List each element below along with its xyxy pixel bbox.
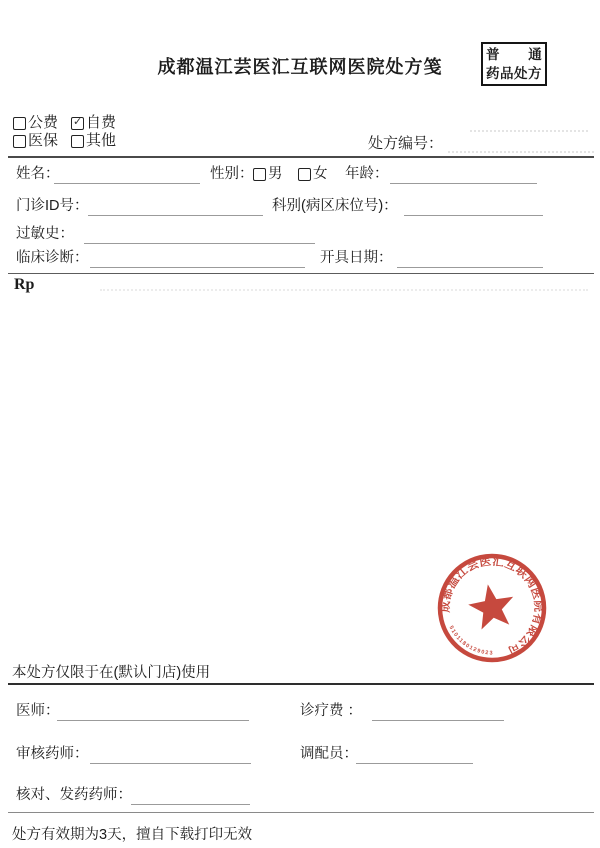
divider — [8, 273, 594, 274]
issue-date-field-line — [397, 267, 543, 268]
checkbox-medical-insurance — [13, 135, 26, 148]
age-label: 年龄： — [345, 166, 389, 182]
checkbox-female — [298, 168, 311, 181]
company-seal — [434, 550, 550, 666]
age-field-line — [390, 183, 537, 184]
artifact-line — [470, 130, 588, 132]
treatment-fee-label: 诊疗费 ： — [300, 703, 363, 719]
divider — [8, 812, 594, 813]
allergy-label: 过敏史： — [16, 226, 74, 242]
prescription-no-line — [448, 151, 594, 153]
outpatient-id-field-line — [88, 215, 263, 216]
department-field-line — [404, 215, 543, 216]
review-pharmacist-label: 审核药师： — [16, 746, 89, 762]
checkbox-self-pay — [71, 117, 84, 130]
allergy-field-line — [84, 243, 315, 244]
label-male: 男 — [268, 166, 283, 182]
seal-company-text: 成都温江芸医汇互联网医院有限公司 — [439, 555, 545, 657]
physician-label: 医师： — [16, 703, 60, 719]
review-pharmacist-field-line — [90, 763, 251, 764]
diagnosis-label: 临床诊断： — [16, 250, 89, 266]
treatment-fee-field-line — [372, 720, 504, 721]
label-female: 女 — [313, 166, 328, 182]
rp-label: Rp — [14, 276, 35, 293]
validity-note: 处方有效期为3天，擅自下载打印无效 — [12, 827, 253, 843]
checkbox-male — [253, 168, 266, 181]
usage-note: 本处方仅限于在(默认门店)使用 — [12, 665, 211, 681]
rx-type-stamp-box — [481, 42, 547, 86]
check-dispense-pharmacist-label: 核对、发药药师： — [16, 787, 132, 803]
divider — [8, 683, 594, 685]
name-field-line — [54, 183, 200, 184]
check-dispense-pharmacist-field-line — [131, 804, 250, 805]
physician-field-line — [57, 720, 249, 721]
dispenser-field-line — [356, 763, 473, 764]
rx-type-line1: 普 通 — [486, 47, 542, 62]
prescription-no-label: 处方编号： — [368, 135, 444, 152]
artifact-line — [100, 289, 588, 291]
label-self-pay: 自费 — [86, 114, 117, 131]
seal-star — [465, 580, 517, 631]
issue-date-label: 开具日期： — [320, 250, 393, 266]
seal-serial-text: 5101180129023 — [447, 625, 494, 657]
gender-label: 性别： — [210, 166, 254, 182]
checkbox-other — [71, 135, 84, 148]
page-title: 成都温江芸医汇互联网医院处方笺 — [157, 57, 443, 77]
divider — [8, 156, 594, 158]
department-label: 科别(病区床位号)： — [272, 198, 398, 214]
label-other: 其他 — [86, 132, 117, 149]
name-label: 姓名： — [16, 166, 60, 182]
diagnosis-field-line — [90, 267, 305, 268]
outpatient-id-label: 门诊ID号： — [16, 198, 89, 214]
dispenser-label: 调配员： — [300, 746, 358, 762]
checkbox-public-expense — [13, 117, 26, 130]
label-medical-insurance: 医保 — [28, 132, 59, 149]
rx-type-line2: 药品处方 — [486, 66, 542, 81]
label-public-expense: 公费 — [28, 114, 59, 131]
